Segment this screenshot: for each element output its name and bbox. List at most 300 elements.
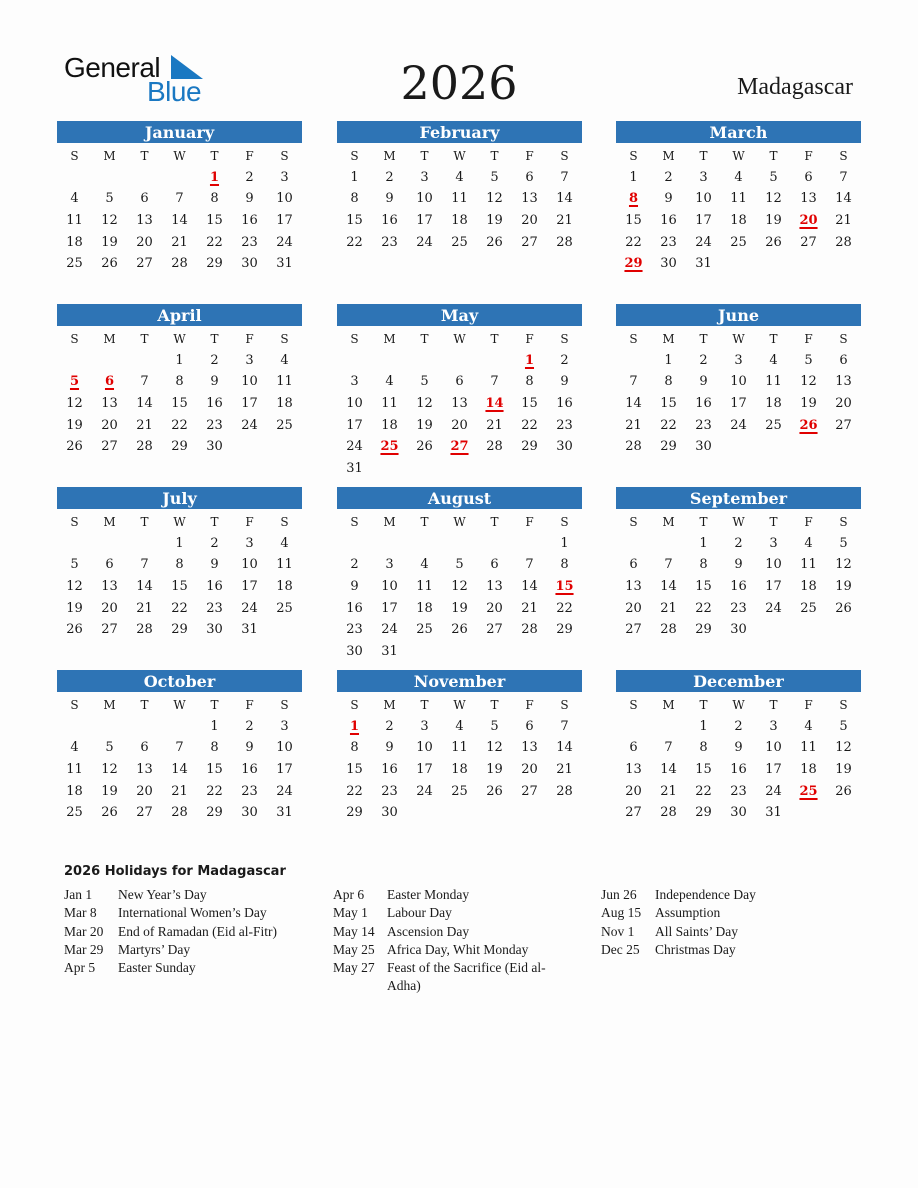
date-cell: 9	[664, 191, 673, 207]
date-cell: 27	[136, 256, 153, 272]
date-cell: 11	[765, 374, 782, 390]
date-cell: 17	[276, 213, 293, 229]
holiday-date: 6	[104, 374, 115, 390]
date-cell: 17	[346, 417, 363, 433]
month-grid	[57, 326, 302, 458]
weekday-label: T	[420, 698, 429, 712]
empty-cell	[616, 716, 651, 738]
holiday-row	[333, 904, 597, 922]
date-cell: 16	[695, 396, 712, 412]
date-cell: 12	[800, 374, 817, 390]
date-cell: 11	[451, 740, 468, 756]
date-cell: 10	[241, 557, 258, 573]
date-cell: 11	[381, 396, 398, 412]
weekday-label: W	[453, 149, 466, 163]
empty-cell	[651, 716, 686, 738]
month-september	[616, 487, 861, 641]
date-cell: 31	[241, 622, 258, 638]
date-cell: 18	[730, 213, 747, 229]
date-cell: 18	[451, 762, 468, 778]
date-cell: 22	[695, 600, 712, 616]
date-cell: 13	[486, 579, 503, 595]
weekday-label: S	[839, 515, 848, 529]
date-cell: 30	[381, 805, 398, 821]
holiday-row	[333, 959, 597, 996]
date-cell: 4	[804, 535, 813, 551]
date-cell: 22	[171, 600, 188, 616]
date-cell: 23	[206, 600, 223, 616]
date-cell: 1	[664, 352, 673, 368]
date-cell: 29	[556, 622, 573, 638]
weekday-label: F	[245, 149, 254, 163]
holiday-name: Africa Day, Whit Monday	[387, 941, 529, 957]
date-cell: 23	[381, 234, 398, 250]
date-cell: 15	[171, 579, 188, 595]
date-cell: 13	[521, 191, 538, 207]
date-cell: 30	[241, 805, 258, 821]
weekday-label: T	[210, 149, 219, 163]
weekday-label: S	[839, 149, 848, 163]
date-cell: 26	[101, 256, 118, 272]
date-cell: 30	[730, 805, 747, 821]
month-grid	[337, 509, 582, 663]
month-header: June	[616, 304, 861, 326]
weekday-label: T	[769, 149, 778, 163]
date-cell: 18	[800, 579, 817, 595]
date-cell: 11	[66, 213, 83, 229]
date-cell: 13	[136, 762, 153, 778]
date-cell: 18	[800, 762, 817, 778]
date-cell: 27	[800, 234, 817, 250]
date-cell: 19	[486, 213, 503, 229]
weekday-label: S	[70, 332, 79, 346]
month-header: April	[57, 304, 302, 326]
holiday-date: 26	[799, 417, 818, 433]
date-cell: 8	[210, 740, 219, 756]
date-cell: 17	[695, 213, 712, 229]
date-cell: 7	[839, 169, 848, 185]
date-cell: 20	[101, 417, 118, 433]
date-cell: 10	[346, 396, 363, 412]
weekday-label: T	[420, 332, 429, 346]
holiday-name: New Year’s Day	[118, 887, 207, 902]
date-cell: 9	[210, 557, 219, 573]
date-cell: 11	[730, 191, 747, 207]
weekday-label: M	[103, 149, 116, 163]
date-cell: 8	[664, 374, 673, 390]
month-may	[337, 304, 582, 480]
date-cell: 23	[346, 622, 363, 638]
date-cell: 20	[521, 213, 538, 229]
date-cell: 30	[206, 439, 223, 455]
month-grid	[337, 692, 582, 824]
holiday-date: May 27	[333, 960, 375, 976]
weekday-label: S	[280, 332, 289, 346]
date-cell: 11	[276, 557, 293, 573]
date-cell: 24	[276, 234, 293, 250]
date-cell: 28	[171, 805, 188, 821]
date-cell: 23	[381, 783, 398, 799]
holiday-column	[64, 886, 328, 977]
date-cell: 25	[730, 234, 747, 250]
date-cell: 16	[241, 762, 258, 778]
date-cell: 11	[800, 557, 817, 573]
date-cell: 22	[695, 783, 712, 799]
date-cell: 4	[769, 352, 778, 368]
date-cell: 9	[245, 740, 254, 756]
date-cell: 2	[699, 352, 708, 368]
holiday-name: International Women’s Day	[118, 905, 267, 921]
holiday-name: Christmas Day	[655, 941, 736, 957]
date-cell: 20	[835, 396, 852, 412]
weekday-label: T	[769, 332, 778, 346]
weekday-label: S	[839, 332, 848, 346]
month-header: January	[57, 121, 302, 143]
date-cell: 13	[136, 213, 153, 229]
date-cell: 5	[70, 557, 79, 573]
date-cell: 24	[765, 783, 782, 799]
empty-cell	[127, 167, 162, 189]
date-cell: 23	[730, 600, 747, 616]
date-cell: 24	[241, 417, 258, 433]
date-cell: 27	[625, 805, 642, 821]
holiday-date: Nov 1	[601, 923, 635, 939]
date-cell: 24	[695, 234, 712, 250]
date-cell: 5	[769, 169, 778, 185]
month-header: December	[616, 670, 861, 692]
weekday-label: W	[173, 515, 186, 529]
date-cell: 20	[625, 783, 642, 799]
date-cell: 9	[245, 191, 254, 207]
date-cell: 13	[835, 374, 852, 390]
date-cell: 4	[385, 374, 394, 390]
weekday-label: S	[280, 698, 289, 712]
weekday-label: F	[525, 149, 534, 163]
date-cell: 17	[416, 762, 433, 778]
date-cell: 23	[206, 417, 223, 433]
date-cell: 2	[245, 169, 254, 185]
month-grid	[337, 326, 582, 480]
date-cell: 29	[695, 622, 712, 638]
date-cell: 28	[625, 439, 642, 455]
empty-cell	[92, 167, 127, 189]
date-cell: 24	[416, 783, 433, 799]
holiday-row	[333, 941, 597, 959]
weekday-label: F	[804, 515, 813, 529]
date-cell: 25	[451, 234, 468, 250]
date-cell: 19	[486, 762, 503, 778]
date-cell: 7	[629, 374, 638, 390]
month-grid	[616, 509, 861, 641]
holiday-date: Dec 25	[601, 941, 640, 957]
date-cell: 7	[140, 557, 149, 573]
date-cell: 3	[245, 535, 254, 551]
empty-cell	[92, 533, 127, 555]
date-cell: 8	[175, 557, 184, 573]
weekday-label: S	[70, 149, 79, 163]
date-cell: 23	[660, 234, 677, 250]
date-cell: 25	[276, 417, 293, 433]
date-cell: 31	[276, 805, 293, 821]
empty-cell	[92, 716, 127, 738]
weekday-label: S	[70, 698, 79, 712]
weekday-label: S	[560, 332, 569, 346]
date-cell: 2	[664, 169, 673, 185]
date-cell: 1	[210, 718, 219, 734]
date-cell: 30	[241, 256, 258, 272]
month-grid	[57, 509, 302, 641]
date-cell: 14	[660, 762, 677, 778]
weekday-label: T	[490, 515, 499, 529]
date-cell: 16	[346, 600, 363, 616]
weekday-label: T	[699, 332, 708, 346]
date-cell: 15	[346, 213, 363, 229]
date-cell: 28	[660, 622, 677, 638]
date-cell: 3	[420, 718, 429, 734]
date-cell: 3	[245, 352, 254, 368]
date-cell: 1	[699, 718, 708, 734]
date-cell: 15	[660, 396, 677, 412]
date-cell: 18	[451, 213, 468, 229]
date-cell: 21	[625, 417, 642, 433]
date-cell: 1	[560, 535, 569, 551]
empty-cell	[407, 533, 442, 555]
date-cell: 12	[101, 762, 118, 778]
empty-cell	[337, 533, 372, 555]
holiday-row	[64, 941, 328, 959]
date-cell: 15	[206, 762, 223, 778]
date-cell: 22	[171, 417, 188, 433]
date-cell: 31	[276, 256, 293, 272]
date-cell: 16	[556, 396, 573, 412]
month-january	[57, 121, 302, 275]
empty-cell	[651, 533, 686, 555]
date-cell: 25	[800, 600, 817, 616]
date-cell: 1	[350, 169, 359, 185]
date-cell: 28	[136, 439, 153, 455]
date-cell: 11	[800, 740, 817, 756]
date-cell: 26	[451, 622, 468, 638]
date-cell: 12	[66, 579, 83, 595]
weekday-label: F	[525, 332, 534, 346]
date-cell: 19	[416, 417, 433, 433]
date-cell: 22	[346, 783, 363, 799]
weekday-label: M	[383, 515, 396, 529]
date-cell: 16	[381, 213, 398, 229]
month-december	[616, 670, 861, 824]
weekday-label: M	[662, 515, 675, 529]
holiday-name: Martyrs’ Day	[118, 941, 191, 957]
holiday-row	[64, 923, 328, 941]
date-cell: 9	[734, 557, 743, 573]
date-cell: 28	[521, 622, 538, 638]
holiday-date: 5	[69, 374, 80, 390]
weekday-label: T	[420, 149, 429, 163]
weekday-label: M	[383, 332, 396, 346]
month-grid	[337, 143, 582, 253]
empty-cell	[57, 167, 92, 189]
holiday-row	[333, 923, 597, 941]
weekday-label: W	[732, 332, 745, 346]
date-cell: 27	[521, 783, 538, 799]
date-cell: 4	[455, 169, 464, 185]
date-cell: 31	[765, 805, 782, 821]
date-cell: 28	[171, 256, 188, 272]
date-cell: 17	[276, 762, 293, 778]
month-header: March	[616, 121, 861, 143]
empty-cell	[127, 350, 162, 372]
date-cell: 14	[136, 579, 153, 595]
date-cell: 12	[66, 396, 83, 412]
date-cell: 2	[734, 535, 743, 551]
date-cell: 2	[385, 169, 394, 185]
weekday-label: F	[804, 332, 813, 346]
date-cell: 9	[560, 374, 569, 390]
date-cell: 2	[385, 718, 394, 734]
weekday-label: S	[629, 332, 638, 346]
date-cell: 3	[699, 169, 708, 185]
weekday-label: T	[140, 515, 149, 529]
weekday-label: S	[629, 698, 638, 712]
date-cell: 4	[280, 535, 289, 551]
date-cell: 14	[556, 740, 573, 756]
date-cell: 13	[800, 191, 817, 207]
date-cell: 20	[101, 600, 118, 616]
date-cell: 10	[695, 191, 712, 207]
date-cell: 11	[66, 762, 83, 778]
date-cell: 4	[734, 169, 743, 185]
date-cell: 13	[101, 396, 118, 412]
date-cell: 7	[525, 557, 534, 573]
weekday-label: T	[769, 515, 778, 529]
date-cell: 4	[455, 718, 464, 734]
date-cell: 18	[66, 783, 83, 799]
date-cell: 3	[420, 169, 429, 185]
empty-cell	[127, 533, 162, 555]
holiday-column	[333, 886, 597, 996]
holiday-name: Feast of the Sacrifice (Eid al-Adha)	[387, 960, 546, 994]
date-cell: 10	[416, 191, 433, 207]
date-cell: 6	[525, 718, 534, 734]
month-october	[57, 670, 302, 824]
month-grid	[57, 692, 302, 824]
date-cell: 7	[140, 374, 149, 390]
date-cell: 8	[699, 740, 708, 756]
date-cell: 22	[346, 234, 363, 250]
date-cell: 21	[660, 783, 677, 799]
date-cell: 14	[171, 762, 188, 778]
date-cell: 27	[521, 234, 538, 250]
date-cell: 13	[625, 762, 642, 778]
date-cell: 22	[556, 600, 573, 616]
weekday-label: M	[383, 698, 396, 712]
date-cell: 8	[560, 557, 569, 573]
weekday-label: S	[70, 515, 79, 529]
date-cell: 13	[521, 740, 538, 756]
date-cell: 6	[105, 557, 114, 573]
date-cell: 19	[800, 396, 817, 412]
month-grid	[616, 692, 861, 824]
date-cell: 19	[66, 600, 83, 616]
weekday-label: T	[210, 698, 219, 712]
date-cell: 13	[101, 579, 118, 595]
date-cell: 4	[70, 191, 79, 207]
date-cell: 5	[490, 718, 499, 734]
empty-cell	[442, 533, 477, 555]
date-cell: 21	[521, 600, 538, 616]
date-cell: 16	[660, 213, 677, 229]
date-cell: 25	[416, 622, 433, 638]
date-cell: 21	[486, 417, 503, 433]
date-cell: 29	[171, 439, 188, 455]
date-cell: 10	[765, 557, 782, 573]
date-cell: 5	[804, 352, 813, 368]
date-cell: 9	[734, 740, 743, 756]
date-cell: 20	[625, 600, 642, 616]
holiday-date: 1	[209, 169, 220, 185]
date-cell: 7	[664, 557, 673, 573]
date-cell: 3	[734, 352, 743, 368]
date-cell: 9	[385, 740, 394, 756]
date-cell: 6	[839, 352, 848, 368]
date-cell: 28	[556, 234, 573, 250]
weekday-label: S	[560, 149, 569, 163]
date-cell: 21	[136, 417, 153, 433]
empty-cell	[616, 350, 651, 372]
date-cell: 15	[206, 213, 223, 229]
weekday-label: T	[210, 515, 219, 529]
date-cell: 15	[171, 396, 188, 412]
date-cell: 6	[140, 740, 149, 756]
date-cell: 29	[660, 439, 677, 455]
date-cell: 11	[416, 579, 433, 595]
weekday-label: M	[103, 515, 116, 529]
holiday-date: Mar 29	[64, 941, 104, 957]
date-cell: 15	[625, 213, 642, 229]
date-cell: 28	[660, 805, 677, 821]
empty-cell	[616, 533, 651, 555]
empty-cell	[92, 350, 127, 372]
date-cell: 10	[241, 374, 258, 390]
holiday-row	[64, 904, 328, 922]
date-cell: 8	[350, 740, 359, 756]
date-cell: 13	[625, 579, 642, 595]
empty-cell	[57, 716, 92, 738]
holiday-name: Independence Day	[655, 887, 756, 902]
date-cell: 21	[556, 762, 573, 778]
date-cell: 21	[171, 234, 188, 250]
date-cell: 16	[241, 213, 258, 229]
date-cell: 22	[660, 417, 677, 433]
empty-cell	[372, 533, 407, 555]
date-cell: 10	[765, 740, 782, 756]
month-february	[337, 121, 582, 253]
weekday-label: T	[140, 149, 149, 163]
date-cell: 5	[420, 374, 429, 390]
weekday-label: M	[103, 332, 116, 346]
empty-cell	[477, 533, 512, 555]
date-cell: 6	[140, 191, 149, 207]
date-cell: 5	[105, 191, 114, 207]
date-cell: 31	[346, 461, 363, 477]
date-cell: 19	[835, 579, 852, 595]
weekday-label: S	[350, 332, 359, 346]
date-cell: 3	[385, 557, 394, 573]
date-cell: 2	[210, 352, 219, 368]
date-cell: 18	[66, 234, 83, 250]
holiday-row	[64, 886, 328, 904]
holiday-date: 27	[450, 439, 469, 455]
